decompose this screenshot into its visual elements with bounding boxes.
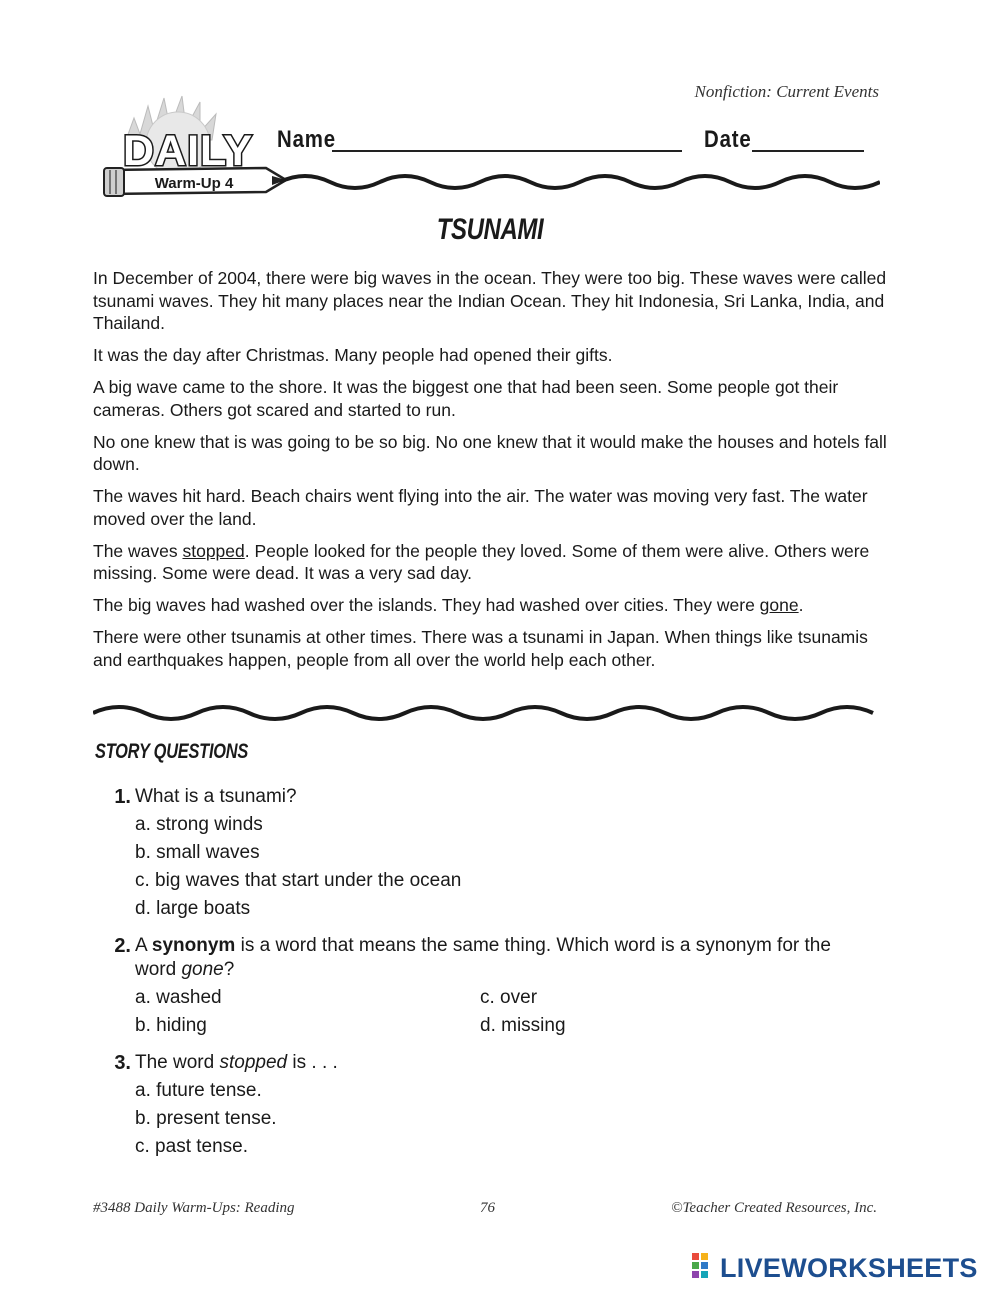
answer-option[interactable]: d. missing bbox=[480, 1015, 566, 1036]
question-number: 2. bbox=[114, 935, 131, 957]
answer-option[interactable]: c. past tense. bbox=[135, 1136, 249, 1157]
answer-option[interactable]: b. small waves bbox=[135, 842, 260, 863]
answer-option[interactable]: c. big waves that start under the ocean bbox=[135, 870, 462, 891]
story-paragraph: There were other tsunamis at other times. There was a tsunami in Japan. When things like tsunamis and earthquakes happen, people from all over the world help each other. bbox=[93, 627, 868, 670]
story-questions-heading: STORY QUESTIONS bbox=[95, 740, 249, 763]
question-stem: A synonym is a word that means the same thing. Which word is a synonym for the word gone? bbox=[135, 935, 831, 980]
underlined-word-stopped: stopped bbox=[182, 540, 245, 561]
story-paragraph: The waves stopped. People looked for the people they loved. Some of them were alive. Others were missing. Some were dead. It was a very sad day. bbox=[93, 540, 870, 583]
daily-warmup-logo bbox=[96, 88, 286, 206]
category-label: Nonfiction: Current Events bbox=[694, 82, 879, 101]
name-field-line[interactable] bbox=[332, 150, 682, 152]
question-1 bbox=[107, 785, 887, 811]
question-stem: What is a tsunami? bbox=[135, 786, 297, 807]
answer-option[interactable]: b. hiding bbox=[135, 1015, 207, 1036]
story-paragraph: No one knew that is was going to be so big. No one knew that it would make the houses and hotels fall down. bbox=[93, 431, 887, 474]
story-paragraph: It was the day after Christmas. Many people had opened their gifts. bbox=[93, 345, 613, 365]
liveworksheets-watermark: LIVEWORKSHEETS bbox=[720, 1253, 978, 1283]
story-title: TSUNAMI bbox=[436, 213, 544, 246]
answer-option[interactable]: c. over bbox=[480, 987, 538, 1008]
footer-page-number: 76 bbox=[480, 1200, 495, 1216]
story-paragraph: The big waves had washed over the islands. They had washed over cities. They were gone. bbox=[93, 595, 804, 615]
footer-copyright: ©Teacher Created Resources, Inc. bbox=[671, 1200, 877, 1216]
wave-divider-top bbox=[280, 170, 880, 194]
question-number: 3. bbox=[114, 1052, 131, 1074]
wave-divider-middle bbox=[93, 701, 879, 725]
story-paragraph: In December of 2004, there were big waves in the ocean. They were too big. These waves were called tsunami waves. They hit many places near the Indian Ocean. They hit Indonesia, Sri Lanka, India, and Thailand. bbox=[93, 268, 887, 333]
logo-daily-text: DAILY bbox=[122, 127, 254, 175]
date-label: Date bbox=[704, 126, 752, 153]
answer-option[interactable]: b. present tense. bbox=[135, 1108, 277, 1129]
answer-option[interactable]: a. strong winds bbox=[135, 814, 263, 835]
logo-warmup-text: Warm-Up 4 bbox=[154, 175, 234, 192]
question-2 bbox=[107, 934, 887, 984]
answer-option[interactable]: a. washed bbox=[135, 987, 222, 1008]
underlined-word-gone: gone bbox=[759, 595, 799, 615]
question-stem: The word stopped is . . . bbox=[135, 1052, 338, 1073]
question-3 bbox=[107, 1051, 887, 1077]
story-body bbox=[93, 267, 893, 681]
question-number: 1. bbox=[114, 786, 131, 808]
answer-option[interactable]: a. future tense. bbox=[135, 1080, 262, 1101]
story-paragraph: A big wave came to the shore. It was the biggest one that had been seen. Some people got their cameras. Others got scared and started to run. bbox=[93, 377, 839, 420]
liveworksheets-logo-icon bbox=[692, 1253, 718, 1279]
date-field-line[interactable] bbox=[752, 150, 864, 152]
footer-book-title: #3488 Daily Warm-Ups: Reading bbox=[93, 1200, 295, 1216]
name-label: Name bbox=[277, 126, 336, 153]
answer-option[interactable]: d. large boats bbox=[135, 898, 251, 919]
story-paragraph: The waves hit hard. Beach chairs went flying into the air. The water was moving very fast. The water moved over the land. bbox=[93, 486, 868, 529]
